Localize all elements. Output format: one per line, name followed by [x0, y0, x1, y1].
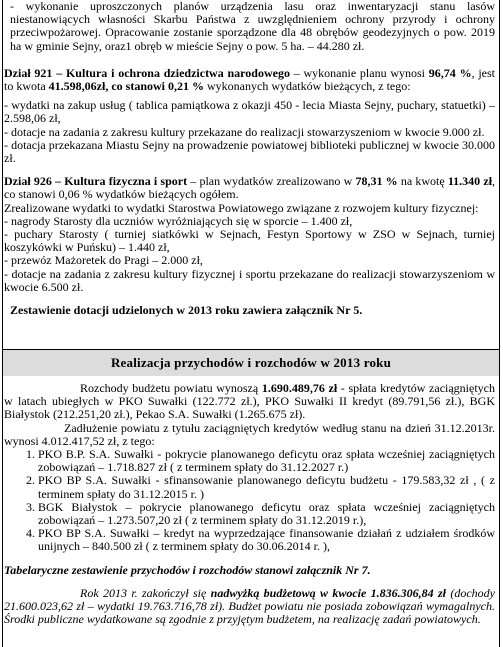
- debt-list-item: 3. BGK Białystok – pokrycie planowanego deficytu oraz spłata wcześniej zaciągniętych zobowiązań – 1.273.507,20 zł ( z terminem spłaty do 31.12.2019 r.),: [38, 501, 495, 527]
- zadluzenie-paragraph: Zadłużenie powiatu z tytułu zaciągniętych kredytów według stanu na dzień 31.12.2013r. wynosi 4.012.417,52 zł, z tego:: [4, 420, 495, 448]
- dzial-921-heading: Dział 921 – Kultura i ochrona dziedzictwa narodowego – wykonanie planu wynosi 96,74 %, jest to kwota 41.598,06zł, co stanowi 0,21 % wykonanych wydatków bieżących, z tego:: [4, 65, 496, 94]
- debt-list-item: 2. PKO BP S.A. Suwałki - sfinansowanie planowanego deficytu budżetu - 179.583,32 zł , ( z terminem spłaty do 31.12.2015 r. ): [38, 474, 495, 500]
- document-content: [4, 0, 495, 331]
- debt-list: [4, 448, 495, 554]
- tabelaryczne-note: Tabelaryczne zestawienie przychodów i rozchodów stanowi załącznik Nr 7.: [4, 562, 371, 577]
- forest-plan-item: - wykonanie uproszczonych planów urządzenia lasu oraz inwentaryzacji stanu lasów niestanowiących własności Skarbu Państwa z uwzględnieniem ochrony przyrody i ochrony przeciwpożarowej. Opracowanie zostanie sporządzone dla 48 obrębów geodezyjnych o pow. 2019 ha w gminie Sejny, oraz1 obręb w mieście Sejny o pow. 5 ha. – 44.280 zł.: [10, 0, 495, 53]
- dzial-926-title: Dział 926 – Kultura fizyczna i sport: [4, 174, 188, 189]
- rok-paragraph: Rok 2013 r. zakończył się nadwyżką budżetową w kwocie 1.836.306,84 zł (dochody 21.600.023,62 zł – wydatki 19.763.716,78 zł). Budżet powiatu nie posiada zobowiązań wymagalnych. Środki publiczne wydatkowane są zgodnie z przyjętym budżetem, na realizację zadań powiatowych.: [4, 585, 495, 627]
- debt-list-item: 4. PKO BP S.A. Suwałki – kredyt na wyprzedzające finansowanie działań z udziałem środków unijnych – 840.500 zł ( z terminem spłaty do 30.06.2014 r. ),: [38, 527, 495, 553]
- dzial-921-item: - dotacja przekazana Miastu Sejny na prowadzenie powiatowej biblioteki publicznej w kwocie 30.000 zł.: [4, 137, 495, 166]
- rozchody-paragraph: Rozchody budżetu powiatu wynoszą 1.690.489,76 zł - spłata kredytów zaciągniętych w latach ubiegłych w PKO Suwałki (122.772 zł.), PKO Suwałki II kredyt (89.791,56 zł.), BGK Białystok (212.251,20 zł.), Pekao S.A. Suwałki (1.265.675 zł).: [4, 381, 495, 422]
- dzial-926-intro: Zrealizowane wydatki to wydatki Starostwa Powiatowego związane z rozwojem kultury fizycznej:: [4, 200, 479, 215]
- dzial-926-item: - nagrody Starosty dla uczniów wyróżniających się w sporcie – 1.400 zł,: [4, 213, 353, 228]
- zestawienie-note: Zestawienie dotacji udzielonych w 2013 roku zawiera załącznik Nr 5.: [10, 303, 363, 318]
- debt-list-item: 1. PKO B.P. S.A. Suwałki - pokrycie planowanego deficytu oraz spłata wcześniej zaciągniętych zobowiązań – 1.718.827 zł ( z terminem spłaty do 31.12.2027 r.): [38, 448, 495, 474]
- section-content: [4, 382, 495, 626]
- dzial-926-heading: Dział 926 – Kultura fizyczna i sport – plan wydatków zrealizowano w 78,31 % na kwotę 11.340 zł, co stanowi 0,06 % wydatków bieżących ogółem.: [4, 174, 496, 202]
- dzial-921-item: - dotacje na zadania z zakresu kultury przekazane do realizacji stowarzyszeniom w kwocie 9.000 zł.: [4, 124, 485, 139]
- dzial-926-item: - przewóz Mażoretek do Pragi – 2.000 zł,: [4, 253, 203, 268]
- dzial-926-item: - dotacje na zadania z zakresu kultury fizycznej i sportu przekazane do realizacji stowarzyszeniom w kwocie 6.500 zł.: [4, 266, 495, 294]
- section-title: Realizacja przychodów i rozchodów w 2013 roku: [3, 350, 499, 376]
- dzial-926-item: - puchary Starosty ( turniej siatkówki w Sejnach, Festyn Sportowy w ZSO w Sejnach, turniej koszykówki w Puńsku) – 1.440 zł,: [4, 227, 495, 255]
- page-border-right: [499, 0, 500, 647]
- dzial-921-title: Dział 921 – Kultura i ochrona dziedzictwa narodowego: [4, 65, 290, 80]
- dzial-921-item: - wydatki na zakup usług ( tablica pamiątkowa z okazji 450 - lecia Miasta Sejny, puchary, statuetki) – 2.598,06 zł,: [4, 98, 495, 126]
- page-border-left: [2, 0, 3, 647]
- section-band-wrap: [3, 349, 499, 376]
